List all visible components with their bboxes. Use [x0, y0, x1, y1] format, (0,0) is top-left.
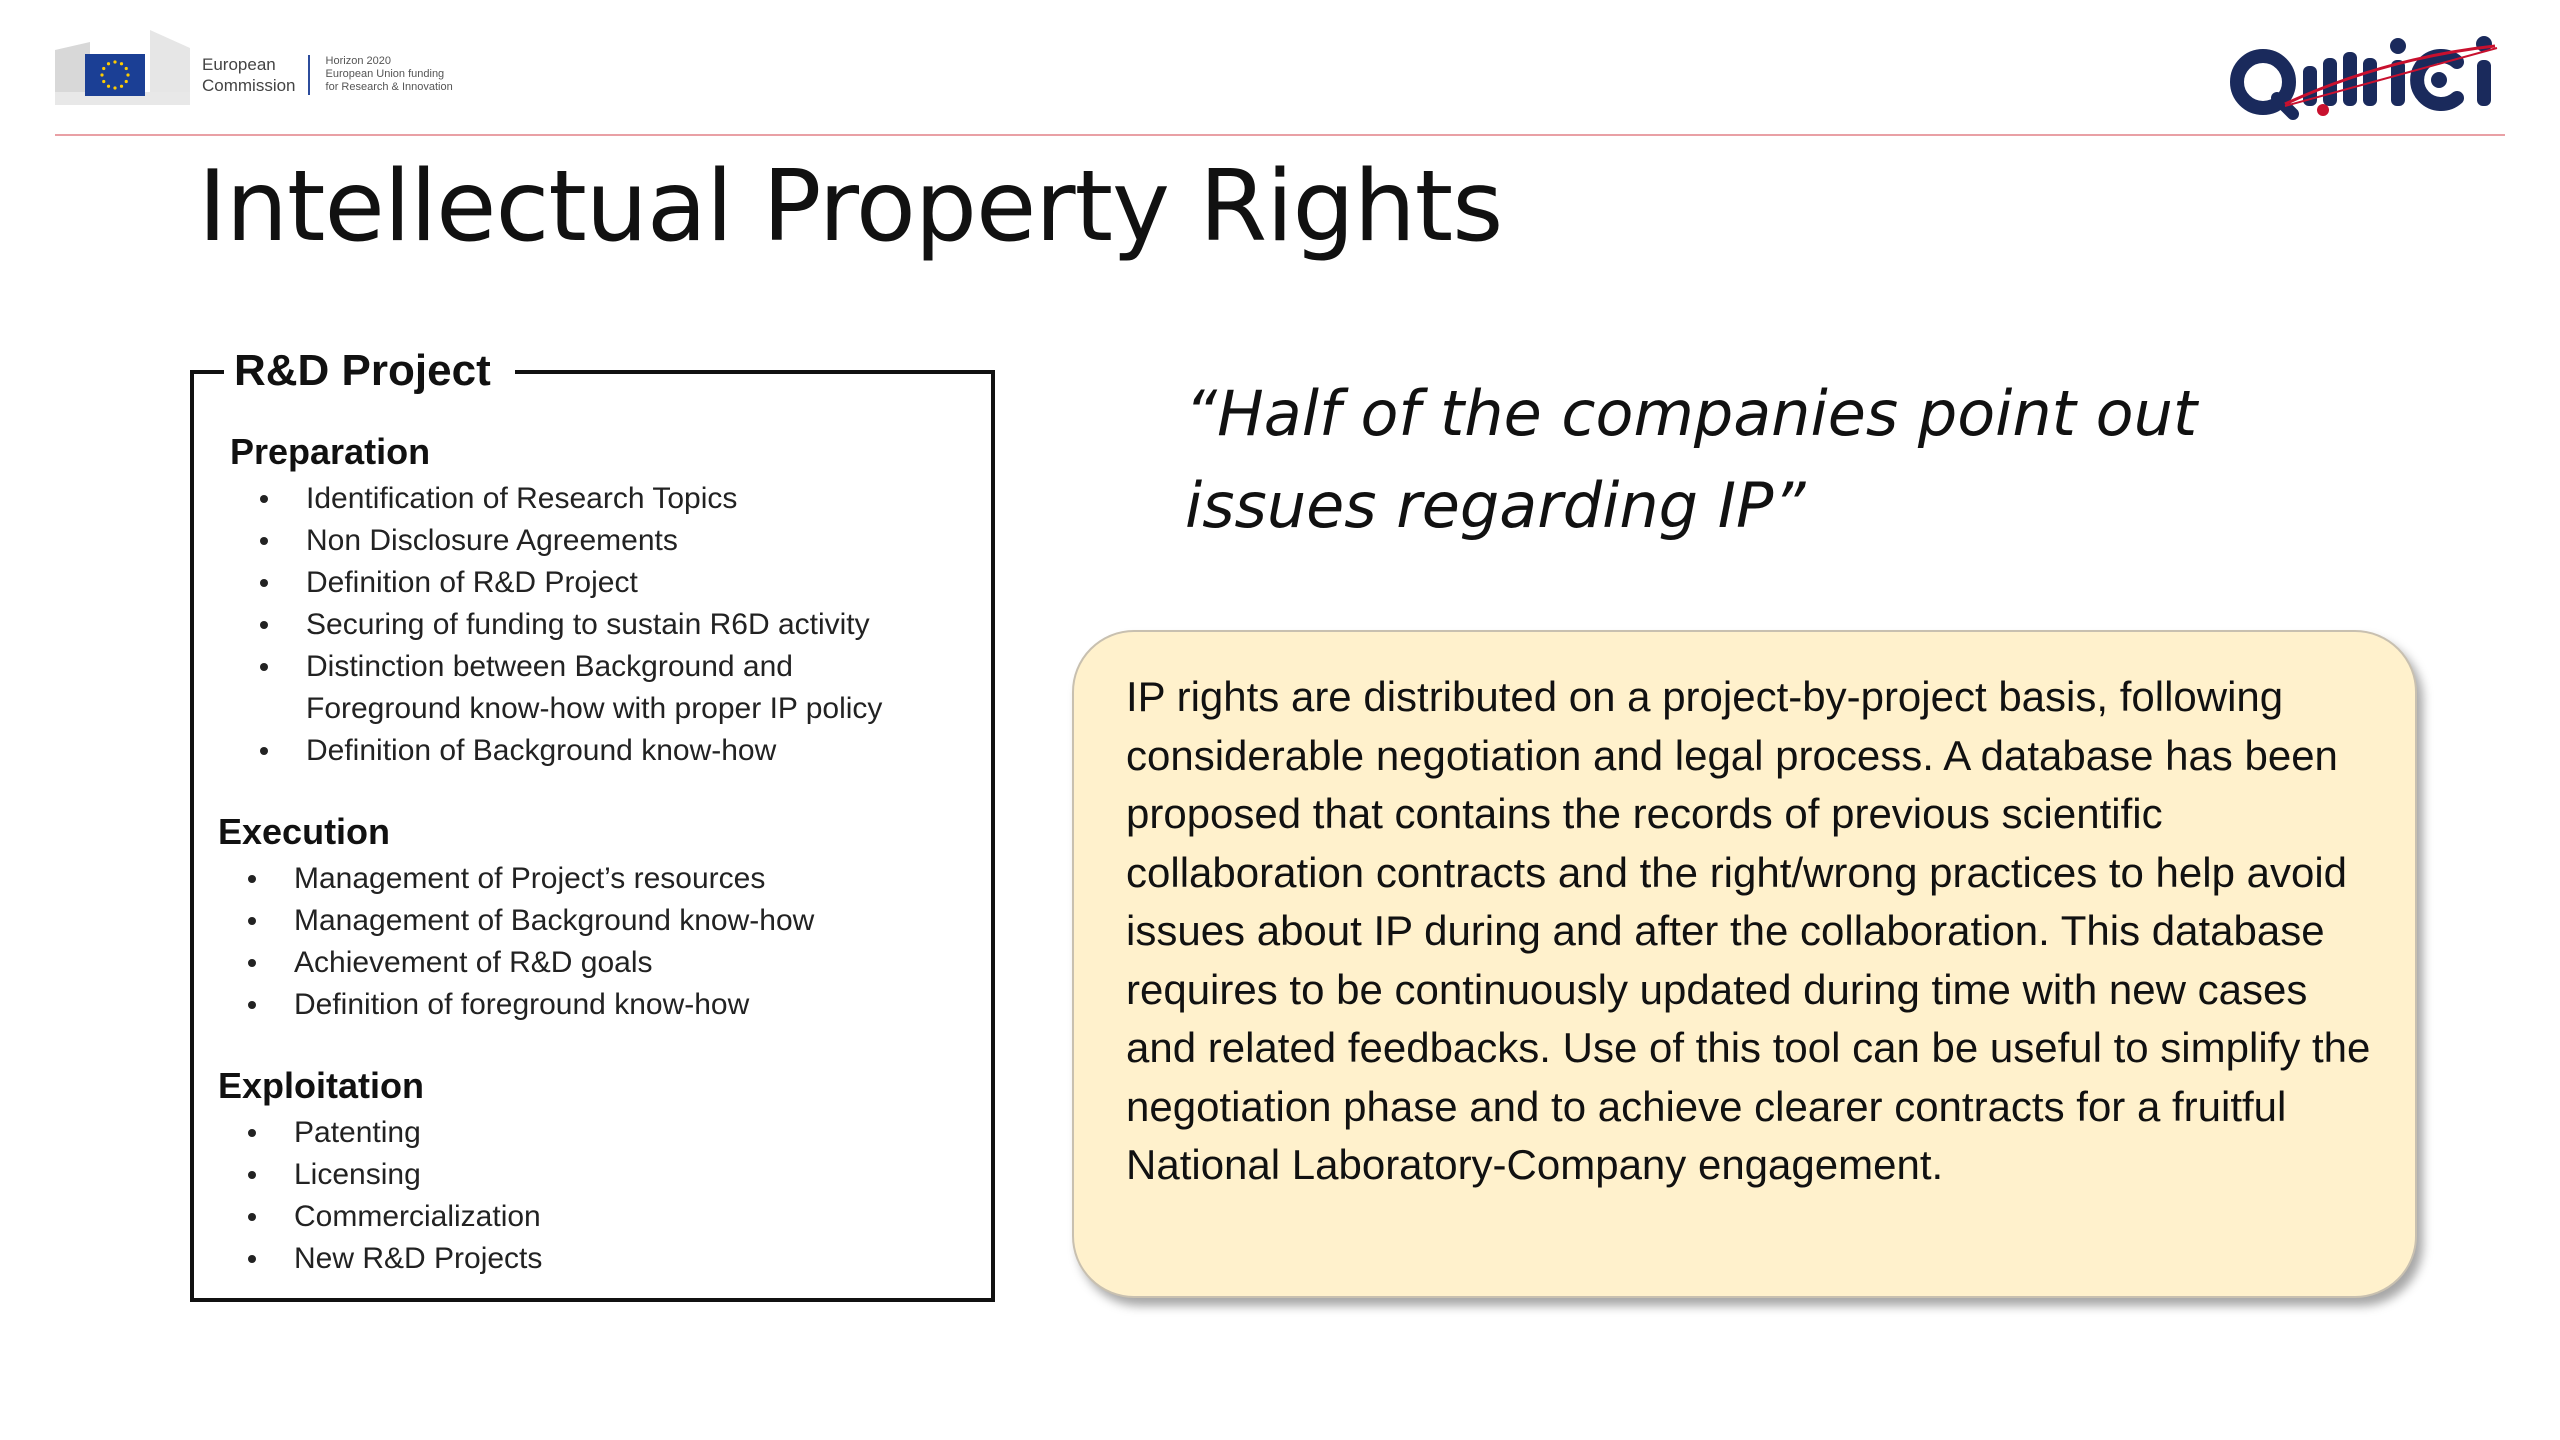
ec-logo-line1: European	[202, 54, 276, 74]
section-title-preparation: Preparation	[230, 431, 431, 472]
h2020-line2: European Union funding	[325, 68, 445, 80]
list-item-text: Patenting	[294, 1116, 421, 1149]
bullet-icon	[260, 663, 268, 671]
list-item-text: Definition of Background know-how	[306, 734, 777, 767]
quote-line2: issues regarding IP”	[1185, 469, 1806, 542]
list-item-text: New R&D Projects	[294, 1242, 543, 1275]
list-item	[230, 520, 1027, 562]
list-item	[218, 1112, 1015, 1154]
list-item-text: Management of Background know-how	[294, 904, 815, 937]
eu-star-icon	[107, 62, 110, 65]
page-title: Intellectual Property Rights	[198, 150, 1503, 264]
list-item	[218, 984, 1015, 1026]
qmici-logo	[2225, 18, 2505, 128]
list-item-text: Achievement of R&D goals	[294, 946, 653, 979]
list-item	[218, 900, 1015, 942]
list-item-text: Foreground know-how with proper IP policy	[306, 692, 883, 725]
list-item	[230, 478, 1027, 520]
eu-star-icon	[102, 67, 105, 70]
ip-info-callout	[1072, 630, 2417, 1298]
bullet-icon	[248, 875, 256, 883]
ec-logo-separator	[308, 55, 310, 95]
list-item	[218, 1196, 1015, 1238]
list-item-text: Definition of foreground know-how	[294, 988, 750, 1021]
list-item	[230, 646, 1027, 688]
quote-text	[1185, 368, 2385, 552]
eu-star-icon	[100, 73, 103, 76]
bullet-icon	[248, 1001, 256, 1009]
list-item	[218, 942, 1015, 984]
ec-building-icon	[55, 30, 190, 105]
eu-star-icon	[113, 86, 116, 89]
eu-star-icon	[120, 85, 123, 88]
eu-star-icon	[126, 73, 129, 76]
bullet-icon	[260, 579, 268, 587]
header-divider	[55, 134, 2505, 136]
eu-star-icon	[120, 62, 123, 65]
execution-list	[218, 858, 1015, 1026]
eu-flag-icon	[85, 54, 145, 96]
quote-line1: “Half of the companies point out	[1185, 377, 2198, 450]
exploitation-list	[218, 1112, 1015, 1280]
list-item	[218, 1154, 1015, 1196]
bullet-icon	[248, 1129, 256, 1137]
horizon-2020-text	[326, 41, 453, 94]
list-item-text: Licensing	[294, 1158, 421, 1191]
ec-logo-line2: Commission	[202, 75, 296, 95]
list-item	[230, 730, 1027, 772]
section-title-execution: Execution	[218, 811, 391, 852]
bullet-icon	[248, 1255, 256, 1263]
eu-stars-icon	[85, 54, 145, 96]
list-item	[218, 858, 1015, 900]
list-item-text: Definition of R&D Project	[306, 566, 638, 599]
rd-project-box	[190, 346, 995, 1302]
bullet-icon	[248, 1213, 256, 1221]
bullet-icon	[248, 917, 256, 925]
bullet-icon	[260, 495, 268, 503]
eu-star-icon	[125, 80, 128, 83]
eu-star-icon	[113, 60, 116, 63]
list-item-text: Distinction between Background and	[306, 650, 793, 683]
list-item-text: Securing of funding to sustain R6D activity	[306, 608, 870, 641]
list-item	[230, 604, 1027, 646]
eu-star-icon	[125, 67, 128, 70]
list-item	[218, 1238, 1015, 1280]
european-commission-logo	[55, 30, 453, 105]
h2020-line1: Horizon 2020	[325, 55, 391, 67]
preparation-list	[230, 478, 1027, 772]
section-execution	[194, 810, 1015, 1026]
list-item-text: Non Disclosure Agreements	[306, 524, 678, 557]
list-item-text: Management of Project’s resources	[294, 862, 766, 895]
bullet-icon	[260, 747, 268, 755]
bullet-icon	[248, 1171, 256, 1179]
h2020-line3: for Research & Innovation	[325, 81, 453, 93]
section-preparation	[194, 430, 1027, 772]
rd-project-title: R&D Project	[224, 344, 515, 398]
bullet-icon	[260, 537, 268, 545]
list-item-text: Identification of Research Topics	[306, 482, 738, 515]
list-item-text: Commercialization	[294, 1200, 541, 1233]
section-exploitation	[194, 1064, 1015, 1280]
list-item	[230, 562, 1027, 604]
eu-star-icon	[107, 85, 110, 88]
callout-text: IP rights are distributed on a project-by-project basis, following considerable negotiation and legal process. A database has been proposed that contains the records of previous scientific collaboration contracts and the right/wrong practices to help avoid issues about IP during and after the collaboration. This database requires to be continuously updated during time with new cases and related feedbacks. Use of this tool can be useful to simplify the negotiation phase and to achieve clearer contracts for a fruitful National Laboratory-Company engagement.	[1126, 673, 2371, 1188]
section-title-exploitation: Exploitation	[218, 1065, 424, 1106]
list-item-continuation	[230, 688, 1027, 730]
bullet-icon	[260, 621, 268, 629]
bullet-icon	[248, 959, 256, 967]
eu-star-icon	[102, 80, 105, 83]
ec-logo-text	[202, 40, 296, 96]
